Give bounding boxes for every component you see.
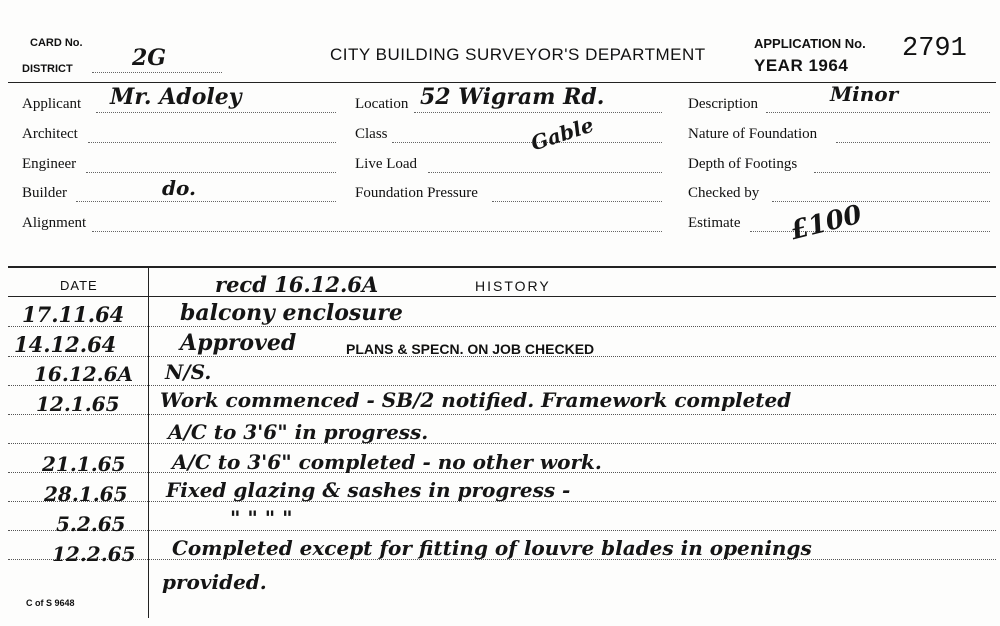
location-label: Location [355, 96, 409, 112]
row-text: balcony enclosure [180, 300, 403, 326]
engineer-label: Engineer [22, 156, 77, 172]
description-value: Minor [830, 82, 899, 106]
estimate-line [750, 231, 990, 232]
district-line [92, 72, 222, 73]
application-label: APPLICATION No. [754, 36, 866, 51]
history-header-rule [8, 296, 996, 297]
architect-line [88, 142, 336, 143]
row-text: N/S. [165, 360, 212, 384]
depth-of-footings-label: Depth of Footings [688, 156, 798, 172]
history-rule [8, 326, 996, 327]
row-date: 16.12.6A [34, 362, 134, 386]
class-label: Class [355, 126, 388, 142]
row-text: Work commenced - SB/2 notified. Framework completed [160, 388, 792, 412]
foundation-pressure-line [492, 201, 662, 202]
estimate-value: £100 [787, 199, 865, 247]
foundation-pressure-label: Foundation Pressure [355, 185, 478, 201]
description-label: Description [688, 96, 758, 112]
class-value: Gable [527, 112, 597, 156]
location-line [414, 112, 662, 113]
district-label: DISTRICT [22, 63, 73, 75]
alignment-label: Alignment [22, 215, 87, 231]
row-text: Fixed glazing & sashes in progress - [166, 478, 571, 502]
received-note: recd 16.12.6A [215, 272, 379, 297]
builder-label: Builder [22, 185, 67, 201]
row-date: 5.2.65 [56, 512, 126, 536]
architect-label: Architect [22, 126, 78, 142]
applicant-line [96, 112, 336, 113]
class-line [392, 142, 662, 143]
applicant-label: Applicant [22, 96, 82, 112]
nature-of-foundation-label: Nature of Foundation [688, 126, 818, 142]
history-rule [8, 385, 996, 386]
form-code: C of S 9648 [26, 598, 75, 608]
live-load-label: Live Load [355, 156, 418, 172]
row-date: 28.1.65 [44, 482, 128, 506]
date-header: DATE [60, 278, 98, 293]
row-date: 17.11.64 [22, 302, 125, 327]
row-text: provided. [162, 570, 267, 594]
row-date: 21.1.65 [42, 452, 126, 476]
builder-line [76, 201, 336, 202]
row-text: Approved [180, 330, 297, 356]
depth-of-footings-line [814, 172, 990, 173]
estimate-label: Estimate [688, 215, 741, 231]
card-no-label: CARD No. [30, 37, 83, 49]
department-title: CITY BUILDING SURVEYOR'S DEPARTMENT [330, 45, 706, 64]
application-number: 2791 [902, 34, 967, 64]
approval-stamp: PLANS & SPECN. ON JOB CHECKED [346, 341, 595, 357]
district-value: 2G [132, 45, 167, 71]
row-date: 12.1.65 [36, 392, 120, 416]
row-text: Completed except for fitting of louvre blades in openings [172, 536, 812, 560]
history-top-rule [8, 266, 996, 268]
builder-value: do. [162, 176, 196, 200]
row-date: 14.12.64 [14, 332, 117, 357]
row-text: " " " " [230, 506, 293, 530]
location-value: 52 Wigram Rd. [420, 84, 605, 110]
row-date: 12.2.65 [52, 542, 136, 566]
history-header: HISTORY [475, 278, 551, 294]
checked-by-line [772, 201, 990, 202]
nature-of-foundation-line [836, 142, 990, 143]
year-label: YEAR 1964 [754, 56, 849, 75]
alignment-line [92, 231, 662, 232]
checked-by-label: Checked by [688, 185, 760, 201]
row-text: A/C to 3'6" in progress. [168, 420, 429, 444]
row-text: A/C to 3'6" completed - no other work. [172, 450, 602, 474]
applicant-value: Mr. Adoley [110, 84, 242, 110]
engineer-line [86, 172, 336, 173]
history-rule [8, 530, 996, 531]
description-line [766, 112, 990, 113]
history-rule [8, 443, 996, 444]
live-load-line [428, 172, 662, 173]
history-rule [8, 414, 996, 415]
